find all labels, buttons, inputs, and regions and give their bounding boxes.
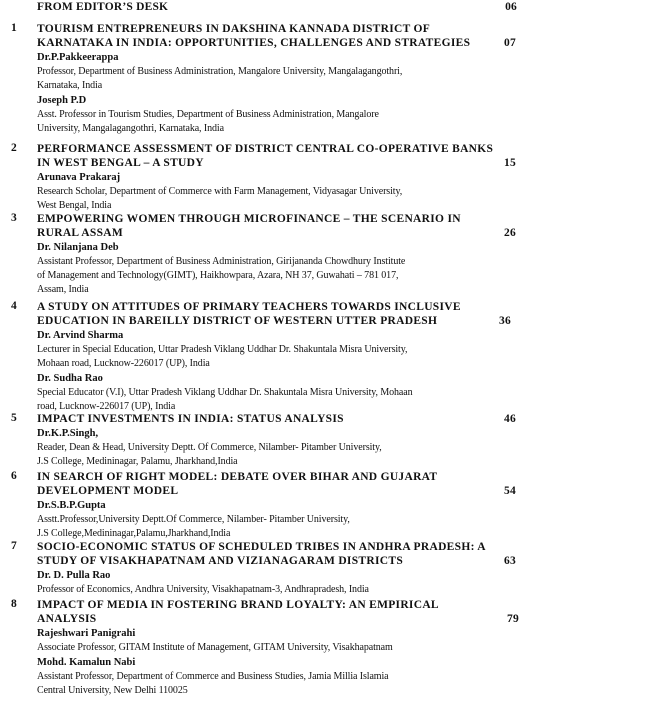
article-page-number: 36 <box>499 315 512 327</box>
affiliation-line: J.S College, Medininagar, Palamu, Jharkhand,India <box>37 456 238 467</box>
affiliation-line: Assam, India <box>37 284 89 295</box>
article-title-line: RURAL ASSAM <box>37 227 124 239</box>
author-name: Dr.S.B.P.Gupta <box>37 500 106 511</box>
affiliation-line: Lecturer in Special Education, Uttar Pradesh Viklang Uddhar Dr. Shakuntala Misra University, <box>37 344 408 355</box>
author-affiliation <box>37 641 522 655</box>
affiliation-line: Assistant Professor, Department of Commerce and Business Studies, Jamia Millia Islamia <box>37 671 389 682</box>
author-affiliation <box>37 65 522 93</box>
article-title[interactable] <box>37 470 522 498</box>
editors-desk-page-number: 06 <box>505 1 517 13</box>
editors-desk-label: FROM EDITOR’S DESK <box>37 1 169 13</box>
entry-body <box>37 212 522 297</box>
article-title-line: IN SEARCH OF RIGHT MODEL: DEBATE OVER BIHAR AND GUJARAT <box>37 471 438 483</box>
article-title-line: A STUDY ON ATTITUDES OF PRIMARY TEACHERS TOWARDS INCLUSIVE <box>37 301 461 313</box>
author-affiliation <box>37 583 522 597</box>
entry-body <box>37 22 522 136</box>
article-title[interactable] <box>37 22 522 50</box>
author-affiliation <box>37 513 522 541</box>
affiliation-line: Mohaan road, Lucknow-226017 (UP), India <box>37 358 210 369</box>
article-title-line: KARNATAKA IN INDIA: OPPORTUNITIES, CHALLENGES AND STRATEGIES <box>37 37 471 49</box>
entry-body <box>37 142 522 213</box>
article-page-number: 26 <box>504 227 517 239</box>
affiliation-line: Asstt.Professor,University Deptt.Of Commerce, Nilamber- Pitamber University, <box>37 514 350 525</box>
entry-body <box>37 598 522 698</box>
article-title[interactable] <box>37 540 522 568</box>
affiliation-line: Research Scholar, Department of Commerce with Farm Management, Vidyasagar University, <box>37 186 403 197</box>
entry-number: 4 <box>11 300 17 312</box>
affiliation-line: Professor of Economics, Andhra University, Visakhapatnam-3, Andhrapradesh, India <box>37 584 369 595</box>
article-title-line: IMPACT INVESTMENTS IN INDIA: STATUS ANALYSIS <box>37 413 344 425</box>
author-name: Dr. D. Pulla Rao <box>37 570 111 581</box>
affiliation-line: Reader, Dean & Head, University Deptt. Of Commerce, Nilamber- Pitamber University, <box>37 442 382 453</box>
author-affiliation <box>37 108 522 136</box>
author-name: Dr. Arvind Sharma <box>37 330 124 341</box>
entry-body <box>37 300 522 414</box>
affiliation-line: Central University, New Delhi 110025 <box>37 685 188 696</box>
author-name: Dr. Sudha Rao <box>37 373 103 384</box>
author-affiliation <box>37 255 522 297</box>
entry-number: 2 <box>11 142 17 154</box>
article-title-line: ANALYSIS <box>37 613 97 625</box>
entry-number: 1 <box>11 22 17 34</box>
article-title[interactable] <box>37 598 522 626</box>
article-title-line: PERFORMANCE ASSESSMENT OF DISTRICT CENTRAL CO-OPERATIVE BANKS <box>37 143 494 155</box>
article-title-line: IN WEST BENGAL – A STUDY <box>37 157 204 169</box>
article-title[interactable] <box>37 142 522 170</box>
author-name: Joseph P.D <box>37 95 87 106</box>
author-name: Dr.P.Pakkeerappa <box>37 52 119 63</box>
article-title-line: DEVELOPMENT MODEL <box>37 485 179 497</box>
article-title-line: TOURISM ENTREPRENEURS IN DAKSHINA KANNADA DISTRICT OF <box>37 23 431 35</box>
article-page-number: 63 <box>504 555 517 567</box>
affiliation-line: Assistant Professor, Department of Business Administration, Girijananda Chowdhury Institute <box>37 256 406 267</box>
author-name: Dr. Nilanjana Deb <box>37 242 119 253</box>
affiliation-line: J.S College,Medininagar,Palamu,Jharkhand,India <box>37 528 231 539</box>
author-affiliation <box>37 670 522 698</box>
affiliation-line: University, Mangalagangothri, Karnataka, India <box>37 123 224 134</box>
article-page-number: 46 <box>504 413 517 425</box>
entry-number: 5 <box>11 412 17 424</box>
entry-number: 3 <box>11 212 17 224</box>
author-affiliation <box>37 386 522 414</box>
article-page-number: 79 <box>507 613 520 625</box>
affiliation-line: Associate Professor, GITAM Institute of Management, GITAM University, Visakhapatnam <box>37 642 393 653</box>
author-affiliation <box>37 185 522 213</box>
author-affiliation <box>37 343 522 371</box>
article-title-line: EMPOWERING WOMEN THROUGH MICROFINANCE – THE SCENARIO IN <box>37 213 461 225</box>
article-page-number: 15 <box>504 157 517 169</box>
entry-number: 6 <box>11 470 17 482</box>
entry-body <box>37 470 522 541</box>
author-affiliation <box>37 441 522 469</box>
affiliation-line: Asst. Professor in Tourism Studies, Department of Business Administration, Mangalore <box>37 109 379 120</box>
affiliation-line: road, Lucknow-226017 (UP), India <box>37 401 176 412</box>
article-title[interactable] <box>37 300 522 328</box>
entry-body <box>37 540 522 597</box>
article-page-number: 07 <box>504 37 517 49</box>
article-title[interactable] <box>37 212 522 240</box>
article-title[interactable] <box>37 412 522 426</box>
article-title-line: STUDY OF VISAKHAPATNAM AND VIZIANAGARAM DISTRICTS <box>37 555 404 567</box>
article-title-line: EDUCATION IN BAREILLY DISTRICT OF WESTERN UTTER PRADESH <box>37 315 438 327</box>
author-name: Arunava Prakaraj <box>37 172 121 183</box>
affiliation-line: West Bengal, India <box>37 200 112 211</box>
article-title-line: SOCIO-ECONOMIC STATUS OF SCHEDULED TRIBES IN ANDHRA PRADESH: A <box>37 541 486 553</box>
entry-body <box>37 412 522 469</box>
editors-desk-entry[interactable] <box>37 1 517 13</box>
author-name: Rajeshwari Panigrahi <box>37 628 136 639</box>
affiliation-line: Special Educator (V.I), Uttar Pradesh Viklang Uddhar Dr. Shakuntala Misra University, Mohaan <box>37 387 413 398</box>
entry-number: 8 <box>11 598 17 610</box>
affiliation-line: Karnataka, India <box>37 80 103 91</box>
affiliation-line: of Management and Technology(GIMT), Haikhowpara, Azara, NH 37, Guwahati – 781 017, <box>37 270 399 281</box>
article-title-line: IMPACT OF MEDIA IN FOSTERING BRAND LOYALTY: AN EMPIRICAL <box>37 599 439 611</box>
entry-number: 7 <box>11 540 17 552</box>
article-page-number: 54 <box>504 485 517 497</box>
author-name: Mohd. Kamalun Nabi <box>37 657 136 668</box>
author-name: Dr.K.P.Singh, <box>37 428 99 439</box>
affiliation-line: Professor, Department of Business Administration, Mangalore University, Mangalagangothri, <box>37 66 403 77</box>
